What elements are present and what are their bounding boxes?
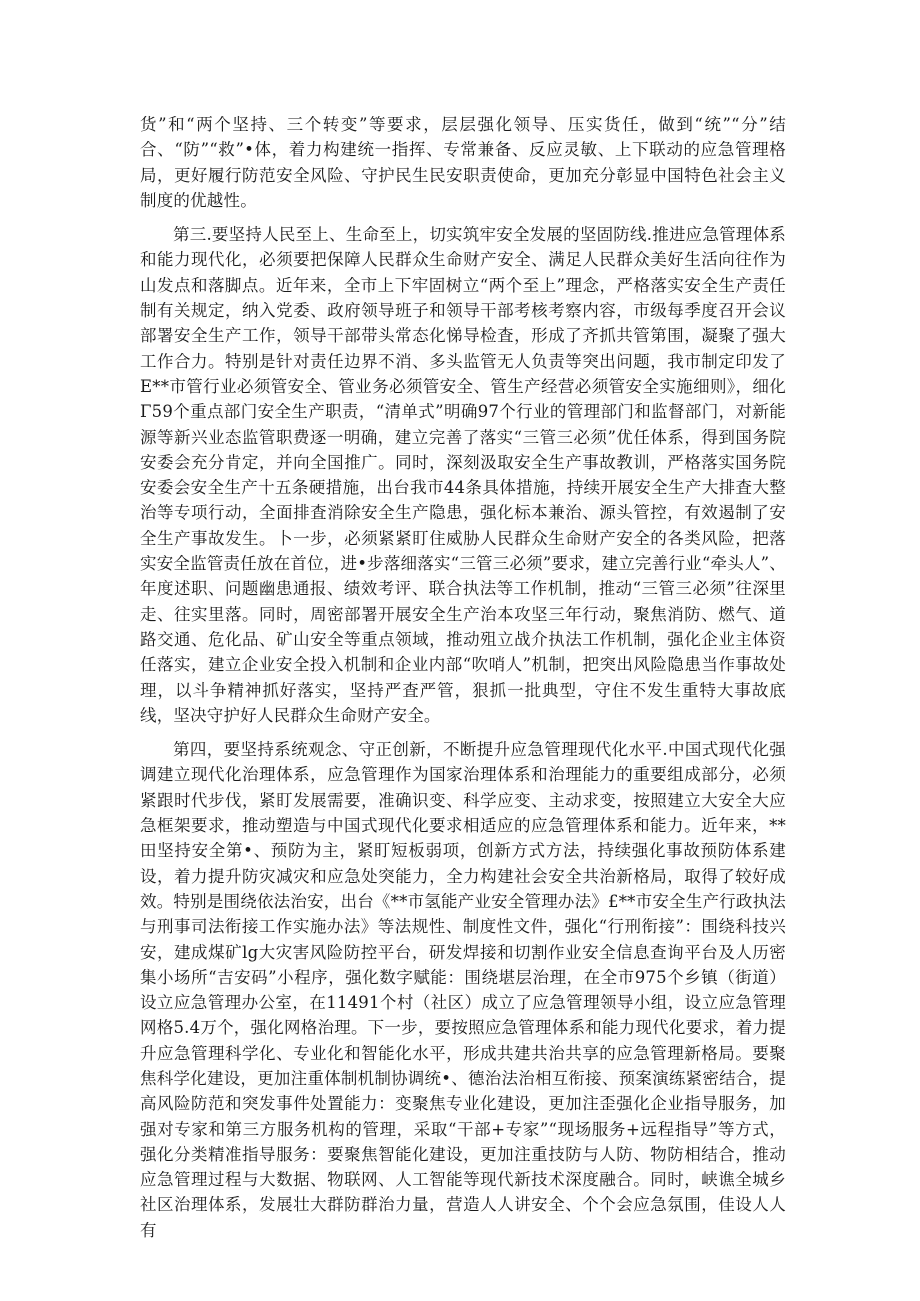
paragraph-section-four: 第四，要坚持系统观念、守正创新，不断提升应急管理现代化水平.中国式现代化强调建立现代化治理体系，应急管理作为国家治理体系和治理能力的重要组成部分，必须紧跟时代步伐，紧盯发展需要，准确识变、科学应变、主动求变，按照建立大安全大应急框架要求，推动塑造与中国式现代化要求相适应的应急管理体系和能力。近年来，**田坚持安全第•、预防为主，紧盯短板弱项，创新方式方法，持续强化事故预防体系建设，着力提升防灾减灾和应急处突能力，全力构建社会安全共治新格局，取得了较好成效。特别是围绕依法治安，出台《**市氢能产业安全管理办法》£**市安全生产行政执法与刑事司法衔接工作实施办法》等法规性、制度性文件，强化“行刑衔接”：围绕科技兴安，建成煤矿lg大灾害风险防控平台，研发焊接和切割作业安全信息查询平台及人历密集小场所“吉安码”小程序，强化数字赋能：围绕堪层治理，在全市975个乡镇（街道）设立应急管理办公室，在11491个村（社区）成立了应急管理领导小组，设立应急管理网格5.4万个，强化网格治理。下一步，要按照应急管理体系和能力现代化要求，着力提升应急管理科学化、专业化和智能化水平，形成共建共治共享的应急管理新格局。要聚焦科学化建设，更加注重体制机制协调统•、德治法治相互衔接、预案演练紧密结合，提高风险防范和突发事件处置能力：变聚焦专业化建设，更加注歪强化企业指导服务，加强对专家和第三方服务机构的管理，采取“干部+专家”“现场服务+远程指导”等方式，强化分类精准指导服务：要聚焦智能化建设，更加注重技防与人防、物防相结合，推动应急管理过程与大数据、物联网、人工智能等现代新技术深度融合。同时，峡谯全城乡社区治理体系，发展壮大群防群治力量，营造人人讲安全、个个会应急氛围，佳设人人有 xyxy=(140,740,786,1240)
document-body xyxy=(140,112,786,1243)
paragraph-section-three: 第三.要坚持人民至上、生命至上，切实筑牢安全发展的坚固防线.推进应急管理体系和能力现代化，必须要把保障人民群众生命财产安全、满足人民群众美好生活向往作为山发点和落脚点。近年来，全市上下牢固树立“两个至上”理念，严格落实安全生产责任制有关规定，纳入党委、政府领导班子和领导干部考核考察内容，市级每季度召开会议部署安全生产工作，领导干部带头常态化悌导检査，形成了齐抓共管第围，凝聚了强大工作合力。特别是针对责任边界不消、多头监管无人负责等突出问题，我市制定印发了E**市管行业必须管安全、管业务必须管安全、管生产经营必须管安全实施细则》，细化Γ59个重点部门安全生产职责，“清单式”明确97个行业的管理部门和监督部门，对新能源等新兴业态监管职费逐一明确，建立完善了落实“三管三必须”优任体系，得到国务院安委会充分肯定，并向全国推广。同时，深刻汲取安全生产事故教训，严格落实国务院安委会安全生产十五条硬措施，出台我市44条具体措施，持续开展安全生产大排査大整治等专项行动，全面排査消除安全生产隐患，强化标本兼治、源头管控，有效遏制了安全生产事故发生。卜一步，必须紧紧盯住威胁人民群众生命财产安全的各类风险，把落实安全监管责任放在首位，进•步落细落实“三管三必须”要求，建立完善行业“牵头人”、年度述职、问题幽患通报、绩效考评、联合执法等工作机制，推动“三管三必须”往深里走、往实里落。同时，周密部署开展安全生产治本攻坚三年行动，聚焦消防、燃气、道路交通、危化品、矿山安全等重点领域，推动殂立战介执法工作机制，强化企业主体资任落实，建立企业安全投入机制和企业内部“吹哨人”机制，把突出风险隐患当作事故处理，以斗争精神抓好落实，坚持严査严管，狠抓一批典型，守住不发生重特大事故底线，坚决守护好人民群众生命财产安全。 xyxy=(140,225,786,725)
paragraph-continuation: 货”和“两个坚持、三个转变”等要求，层层强化领导、压实货任，做到“统”“分”结合、“防”“救”•体，着力构建统一指挥、专常兼备、反应灵敏、上下联动的应急管理格局，更好履行防范安全风险、守护民生民安职责使命，更加充分彰显中国特色社会主义制度的优越性。 xyxy=(140,115,786,210)
